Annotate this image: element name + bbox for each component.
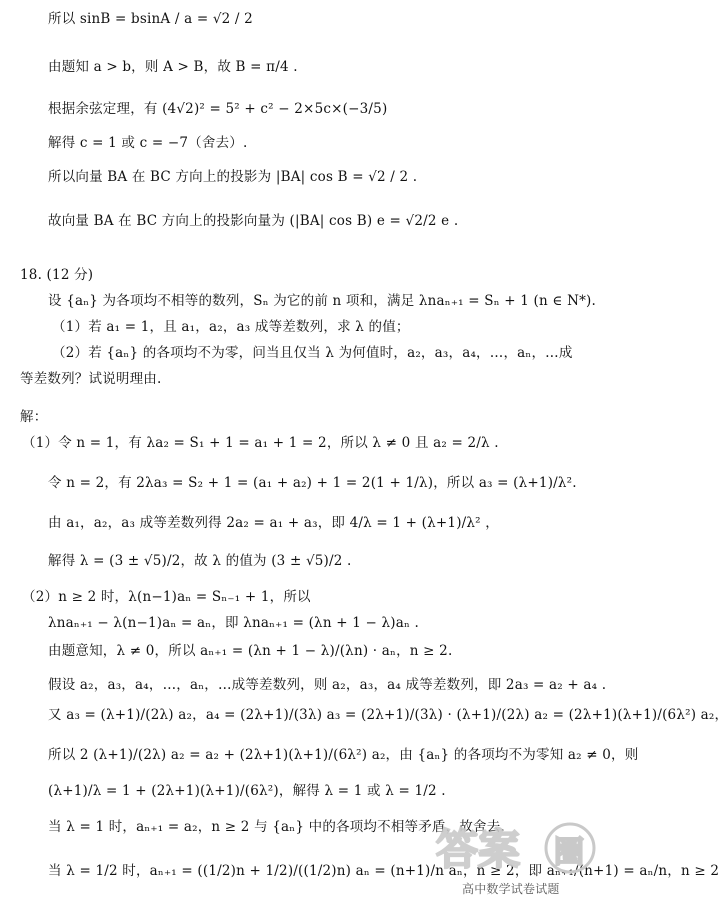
solution-line-angle-B: 由题知 a > b，则 A > B，故 B = π/4 . (48, 59, 298, 75)
part2-step8: 当 λ = 1 时，aₙ₊₁ = a₂，n ≥ 2 与 {aₙ} 中的各项均不相等矛盾，故舍去. (48, 819, 505, 835)
part2-step7: (λ+1)/λ = 1 + (2λ+1)(λ+1)/(6λ²)，解得 λ = 1 或 λ = 1/2 . (48, 783, 446, 799)
svg-text:答案: 答案 (436, 825, 521, 874)
part1-step1: （1）令 n = 1，有 λa₂ = S₁ + 1 = a₁ + 1 = 2，所以 λ ≠ 0 且 a₂ = 2/λ . (22, 435, 499, 451)
part2-step3: 由题意知，λ ≠ 0，所以 aₙ₊₁ = (λn + 1 − λ)/(λn) · aₙ，n ≥ 2. (48, 643, 453, 659)
svg-text:圈: 圈 (554, 835, 584, 870)
part2-step2: λnaₙ₊₁ − λ(n−1)aₙ = aₙ，即 λnaₙ₊₁ = (λn + 1 − λ)aₙ . (48, 615, 419, 631)
part1-step2: 令 n = 2，有 2λa₃ = S₂ + 1 = (a₁ + a₂) + 1 = 2(1 + 1/λ)，所以 a₃ = (λ+1)/λ². (48, 475, 577, 491)
part2-step4: 假设 a₂，a₃，a₄，…，aₙ，…成等差数列，则 a₂，a₃，a₄ 成等差数列，即 2a₃ = a₂ + a₄ . (48, 677, 607, 693)
solution-line-sinB: 所以 sinB = bsinA / a = √2 / 2 (48, 11, 253, 27)
part2-step5: 又 a₃ = (λ+1)/(2λ) a₂，a₄ = (2λ+1)/(3λ) a₃ = (2λ+1)/(3λ) · (λ+1)/(2λ) a₂ = (2λ+1)(λ+1)/(6λ²) a₂， (48, 707, 728, 723)
part1-result: 解得 λ = (3 ± √5)/2，故 λ 的值为 (3 ± √5)/2 . (48, 553, 352, 569)
solution-line-solve-c: 解得 c = 1 或 c = −7（舍去）. (48, 135, 248, 151)
solution-heading: 解： (20, 409, 48, 425)
problem-18-part-2-cont: 等差数列？试说明理由. (20, 371, 162, 387)
problem-18-heading: 18. (12 分) (20, 267, 94, 283)
problem-18-part-1: （1）若 a₁ = 1，且 a₁，a₂，a₃ 成等差数列，求 λ 的值； (52, 319, 410, 335)
solution-line-projection-vector: 故向量 BA 在 BC 方向上的投影向量为 (|BA| cos B) e = √2/2 e . (48, 213, 459, 229)
part1-step3: 由 a₁，a₂，a₃ 成等差数列得 2a₂ = a₁ + a₃，即 4/λ = 1 + (λ+1)/λ² ， (48, 515, 499, 531)
problem-18-statement: 设 {aₙ} 为各项均不相等的数列，Sₙ 为它的前 n 项和，满足 λnaₙ₊₁ = Sₙ + 1 (n ∈ N*). (48, 293, 596, 309)
problem-18-part-2: （2）若 {aₙ} 的各项均不为零，问当且仅当 λ 为何值时，a₂，a₃，a₄，…，aₙ，…成 (52, 345, 573, 361)
part2-step6: 所以 2 (λ+1)/(2λ) a₂ = a₂ + (2λ+1)(λ+1)/(6λ²) a₂，由 {aₙ} 的各项均不为零知 a₂ ≠ 0，则 (48, 747, 639, 763)
solution-line-cosine-law: 根据余弦定理，有 (4√2)² = 5² + c² − 2×5c×(−3/5) (48, 101, 388, 117)
part2-step1: （2）n ≥ 2 时，λ(n−1)aₙ = Sₙ₋₁ + 1，所以 (22, 589, 311, 605)
watermark-caption: 高中数学试卷试题 (462, 882, 560, 896)
solution-line-projection: 所以向量 BA 在 BC 方向上的投影为 |BA| cos B = √2 / 2 . (48, 169, 418, 185)
part2-step9: 当 λ = 1/2 时，aₙ₊₁ = ((1/2)n + 1/2)/((1/2)n) aₙ = (n+1)/n aₙ，n ≥ 2，即 aₙ₊₁/(n+1) = aₙ/n，n ≥ 2 (48, 863, 720, 879)
